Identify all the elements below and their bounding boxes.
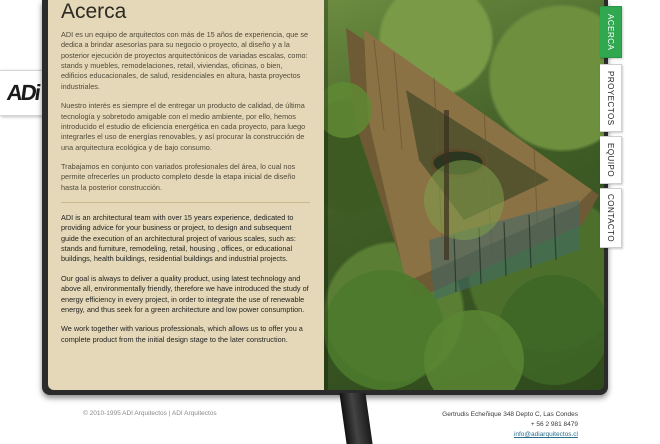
paragraph-en-3: We work together with various professionals, which allows us to offer you a complete product from the initial design stage to the later construction.: [61, 324, 303, 344]
text-page: [48, 0, 324, 390]
tab-contacto[interactable]: [600, 188, 622, 248]
email-link[interactable]: info@adiarquitectos.cl: [513, 431, 578, 439]
paragraph-es-3: Trabajamos en conjunto con variados profesionales del área, lo cual nos permite ofrecerles un producto completo desde la etapa inicial de diseño hasta la posterior construcción.: [61, 161, 296, 192]
book-content: [48, 0, 604, 390]
paragraph-en-1: ADI is an architectural team with over 15 years experience, dedicated to providing advice for your business or project, to design and subsequent guide the execution of an architectural project of various scales, such as: stands and furniture, remodeling, retail, housing , offices, or educational buildings, health buildings, residential buildings and industrial projects.: [61, 213, 296, 264]
book-spine: [324, 0, 328, 390]
tab-equipo[interactable]: [600, 136, 622, 184]
tab-equipo-label: EQUIPO: [606, 142, 615, 178]
bookmark-ribbon: [339, 393, 372, 444]
paragraph-en-2: Our goal is always to deliver a quality product, using latest technology and above all, environmentally friendly, therefore we have introduced the study of energy efficiency in every project, in order to integrate the use of renewable energy, and thus seek for a green architecture and low power consumption.: [61, 273, 309, 314]
address: Gertrudis Echeñique 348 Depto C, Las Condes: [442, 411, 578, 418]
language-divider: [61, 202, 310, 203]
logo-tab[interactable]: [0, 70, 46, 116]
tree-trunk: [444, 110, 449, 260]
project-photo: [324, 0, 604, 390]
treehouse-illustration: [324, 0, 604, 390]
tab-acerca[interactable]: [600, 6, 622, 58]
tree-foliage: [424, 160, 504, 240]
logo: ADi: [4, 80, 41, 105]
tab-acerca-label: ACERCA: [606, 13, 615, 51]
copyright: © 2010-1995 ADI Arquitectos | ADI Arquitectos: [83, 410, 217, 417]
paragraph-es-2: Nuestro interés es siempre el de entregar un producto de calidad, de última tecnología y sobretodo amigable con el medio ambiente, por ello, hemos introducido el estudio de eficiencia energética en cada proyecto, para luego integrarles el uso de energías renovables, y así procurar la construcción de una arquitectura ecológica y de bajo consumo.: [61, 101, 306, 152]
paragraph-es-1: ADI es un equipo de arquitectos con más de 15 años de experiencia, que se dedica a brindar asesorías para su negocio o proyecto, al diseño y a la posterior ejecución de proyectos arquitectónicos de variadas escalas, como: stands y muebles, remodelaciones, retail, viviendas, oficinas, o bien, edificios educacionales, de salud, residenciales en altura, hasta proyectos industriales.: [61, 30, 309, 91]
tab-proyectos-label: PROYECTOS: [606, 70, 615, 126]
tab-proyectos[interactable]: [600, 64, 622, 132]
contact-info: [442, 410, 578, 440]
tab-contacto-label: CONTACTO: [606, 193, 615, 243]
page-title: Acerca: [61, 0, 127, 23]
phone: + 56 2 981 8479: [530, 421, 578, 429]
